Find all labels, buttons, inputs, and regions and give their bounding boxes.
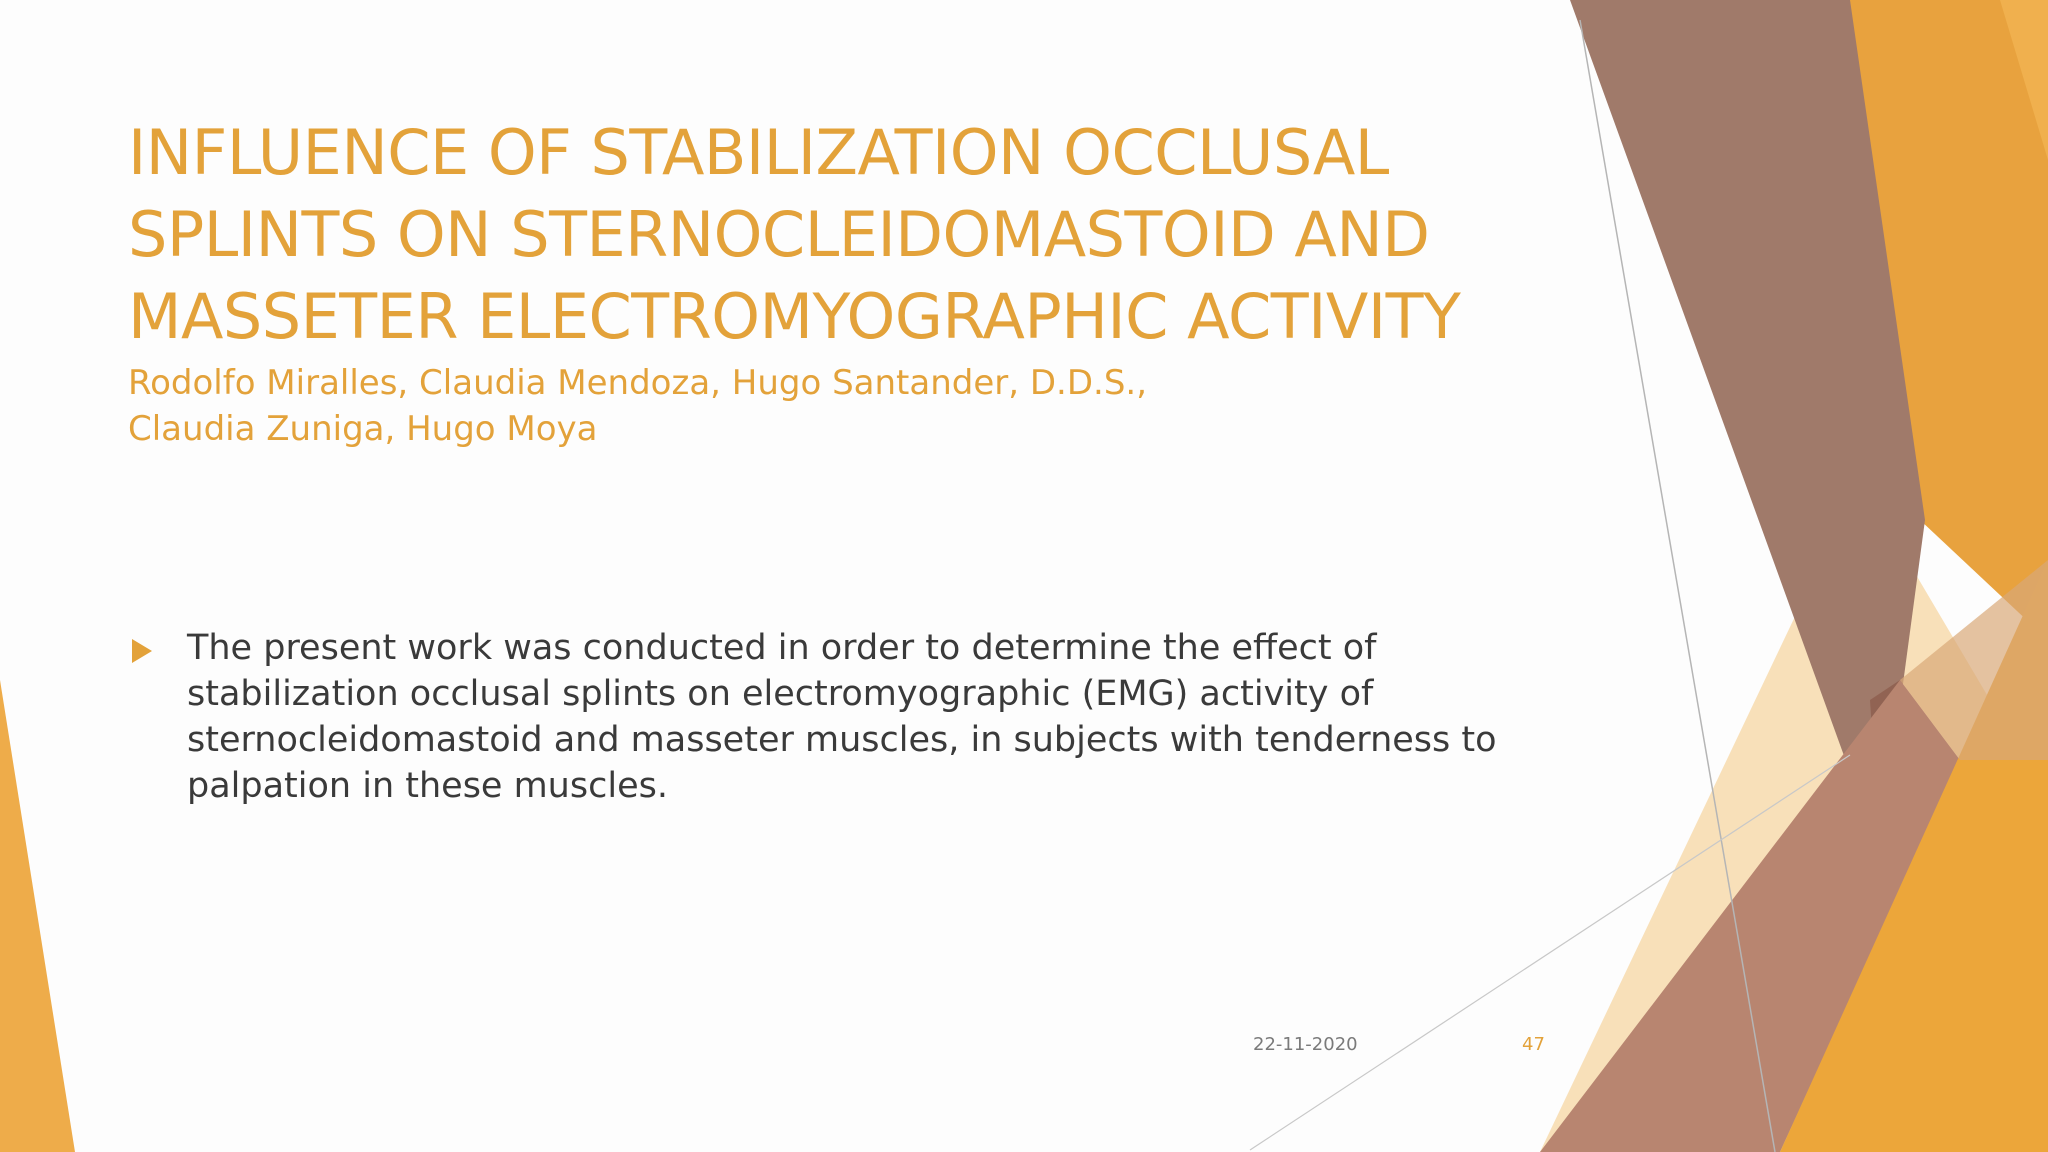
slide-title bbox=[128, 112, 1488, 358]
bullet-text bbox=[187, 625, 1527, 809]
authors-line-1: Rodolfo Miralles, Claudia Mendoza, Hugo Santander, D.D.S., bbox=[128, 363, 1148, 403]
title-line-3: MASSETER ELECTROMYOGRAPHIC ACTIVITY bbox=[128, 280, 1461, 353]
authors bbox=[128, 360, 1328, 452]
bullet-arrow-icon bbox=[132, 639, 152, 663]
bullet-line-2: stabilization occlusal splints on electromyographic (EMG) activity of bbox=[187, 674, 1374, 714]
bullet-line-1: The present work was conducted in order to determine the effect of bbox=[187, 628, 1377, 668]
slide-number: 47 bbox=[1522, 1034, 1545, 1055]
left-orange-sliver bbox=[0, 680, 75, 1152]
footer-date: 22-11-2020 bbox=[1253, 1034, 1358, 1055]
bullet-line-3: sternocleidomastoid and masseter muscles, in subjects with tenderness to bbox=[187, 720, 1497, 760]
title-line-1: INFLUENCE OF STABILIZATION OCCLUSAL bbox=[128, 116, 1389, 189]
authors-line-2: Claudia Zuniga, Hugo Moya bbox=[128, 409, 598, 449]
bullet-line-4: palpation in these muscles. bbox=[187, 766, 668, 806]
title-line-2: SPLINTS ON STERNOCLEIDOMASTOID AND bbox=[128, 198, 1430, 271]
